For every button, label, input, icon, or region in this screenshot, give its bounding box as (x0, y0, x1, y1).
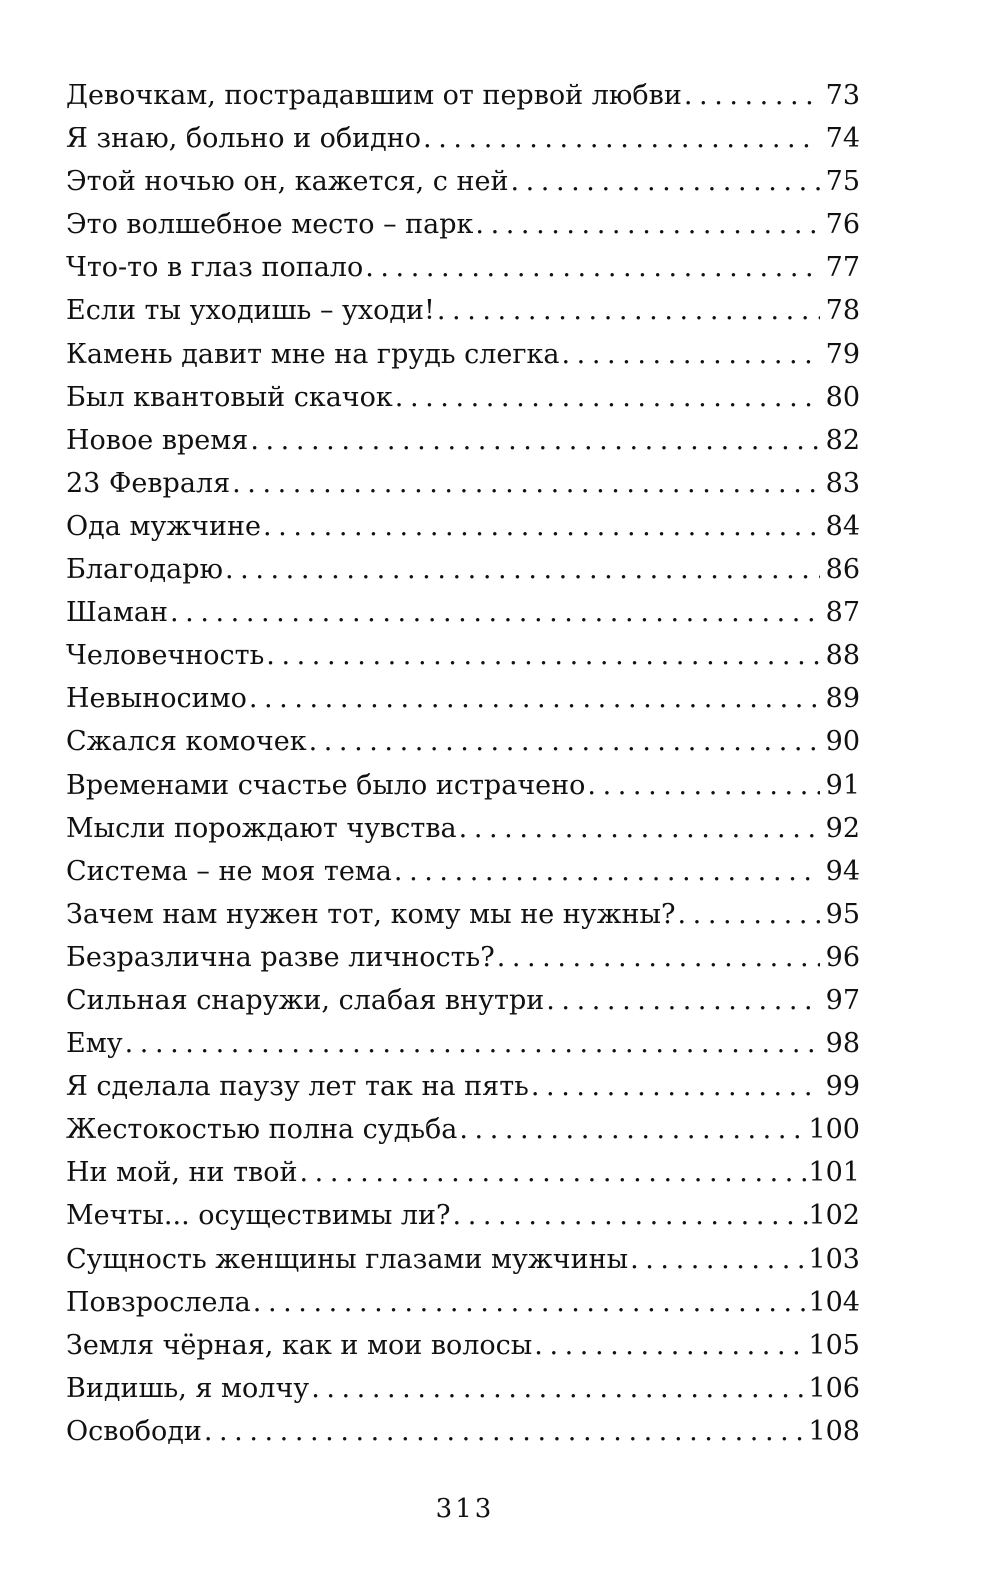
toc-entry-page: 86 (825, 554, 860, 586)
toc-entry-page: 79 (825, 338, 860, 370)
toc-dot-leader (264, 634, 820, 677)
toc-dot-leader (544, 979, 820, 1022)
toc-entry-page: 95 (825, 898, 860, 930)
toc-entry (66, 74, 860, 117)
toc-entry-title: Безразлична разве личность? (66, 941, 495, 973)
toc-entry-page: 104 (808, 1286, 860, 1318)
toc-entry-page: 74 (825, 123, 860, 155)
toc-entry-page: 91 (825, 769, 860, 801)
toc-dot-leader (495, 936, 820, 979)
toc-entry-title: Освободи (66, 1415, 202, 1447)
toc-dot-leader (451, 1194, 809, 1237)
toc-entry-title: Система – не моя тема (66, 855, 392, 887)
toc-entry-title: Мысли порождают чувства (66, 812, 457, 844)
toc-entry-page: 90 (825, 726, 860, 758)
toc-dot-leader (248, 419, 820, 462)
toc-dot-leader (363, 246, 820, 289)
toc-dot-leader (202, 1410, 809, 1453)
toc-entry (66, 548, 860, 591)
toc-entry (66, 720, 860, 763)
toc-entry-page: 84 (825, 510, 860, 542)
toc-dot-leader (230, 462, 820, 505)
toc-entry-title: Шаман (66, 597, 169, 629)
toc-entry-page: 76 (825, 209, 860, 241)
toc-entry-title: Ода мужчине (66, 510, 261, 542)
toc-entry (66, 1194, 860, 1237)
toc-entry (66, 677, 860, 720)
toc-entry (66, 462, 860, 505)
toc-entry-title: Ни мой, ни твой (66, 1157, 298, 1189)
toc-entry (66, 850, 860, 893)
toc-entry-page: 99 (825, 1071, 860, 1103)
toc-entry-title: Камень давит мне на грудь слегка (66, 338, 560, 370)
toc-entry-title: Мечты... осуществимы ли? (66, 1200, 451, 1232)
toc-entry (66, 1410, 860, 1453)
toc-entry-title: Сжался комочек (66, 726, 307, 758)
toc-entry (66, 893, 860, 936)
toc-dot-leader (435, 289, 820, 332)
toc-entry-title: Невыносимо (66, 683, 247, 715)
toc-entry-title: Человечность (66, 640, 265, 672)
toc-entry-title: Новое время (66, 424, 249, 456)
toc-entry-page: 75 (825, 166, 860, 198)
toc-entry (66, 117, 860, 160)
toc-dot-leader (473, 203, 820, 246)
toc-entry (66, 505, 860, 548)
toc-entry-page: 88 (825, 640, 860, 672)
toc-dot-leader (298, 1151, 809, 1194)
toc-entry (66, 591, 860, 634)
toc-dot-leader (508, 160, 820, 203)
toc-entry-title: Я знаю, больно и обидно (66, 123, 422, 155)
toc-entry-page: 106 (808, 1372, 860, 1404)
toc-entry-page: 80 (825, 381, 860, 413)
toc-entry (66, 1324, 860, 1367)
toc-dot-leader (251, 1281, 809, 1324)
toc-entry (66, 289, 860, 332)
toc-entry-title: Девочкам, пострадавшим от первой любви (66, 80, 682, 111)
toc-entry (66, 1238, 860, 1281)
toc-entry-title: Если ты уходишь – уходи! (66, 295, 435, 327)
toc-entry (66, 419, 860, 462)
toc-dot-leader (457, 807, 820, 850)
toc-entry (66, 1065, 860, 1108)
toc-dot-leader (261, 505, 820, 548)
toc-entry (66, 333, 860, 376)
toc-dot-leader (307, 720, 820, 763)
toc-dot-leader (393, 376, 820, 419)
toc-dot-leader (309, 1367, 808, 1410)
toc-entry-title: Видишь, я молчу (66, 1372, 310, 1404)
toc-entry-page: 89 (825, 683, 860, 715)
toc-dot-leader (585, 764, 820, 807)
toc-entry-page: 92 (825, 812, 860, 844)
toc-entry-page: 78 (825, 295, 860, 327)
toc-entry-title: Это волшебное место – парк (66, 209, 474, 241)
toc-dot-leader (168, 591, 820, 634)
toc-entry-page: 100 (808, 1114, 860, 1146)
toc-entry-title: Благодарю (66, 554, 224, 586)
toc-entry-title: Временами счастье было истрачено (66, 769, 586, 801)
toc-dot-leader (123, 1022, 820, 1065)
toc-entry-page: 102 (808, 1200, 860, 1232)
toc-entry-page: 105 (808, 1329, 860, 1361)
toc-entry-page: 97 (825, 984, 860, 1016)
toc-dot-leader (457, 1108, 808, 1151)
toc-entry (66, 1022, 860, 1065)
toc-entry-page: 82 (825, 424, 860, 456)
toc-entry (66, 936, 860, 979)
toc-entry-page: 96 (825, 941, 860, 973)
toc-entry-title: Жестокостью полна судьба (66, 1114, 458, 1146)
toc-dot-leader (676, 893, 821, 936)
toc-entry (66, 203, 860, 246)
toc-entry (66, 1151, 860, 1194)
toc-dot-leader (682, 74, 820, 117)
toc-entry-page: 77 (825, 252, 860, 284)
toc-entry-title: Что-то в глаз попало (66, 252, 364, 284)
toc-entry-page: 87 (825, 597, 860, 629)
toc-entry-page: 94 (825, 855, 860, 887)
toc-entry-title: Сущность женщины глазами мужчины (66, 1243, 629, 1275)
toc-entry (66, 1367, 860, 1410)
toc-dot-leader (392, 850, 820, 893)
table-of-contents (66, 74, 860, 1453)
toc-entry (66, 1281, 860, 1324)
toc-dot-leader (421, 117, 820, 160)
toc-entry-title: 23 Февраля (66, 467, 231, 499)
toc-entry-title: Повзрослела (66, 1286, 251, 1318)
toc-dot-leader (628, 1238, 808, 1281)
toc-entry-title: Этой ночью он, кажется, с ней (66, 166, 509, 198)
toc-entry-page: 103 (808, 1243, 860, 1275)
toc-entry-page: 101 (808, 1157, 860, 1189)
toc-entry-page: 73 (825, 80, 860, 111)
toc-entry-title: Зачем нам нужен тот, кому мы не нужны? (66, 898, 676, 930)
toc-entry-title: Я сделала паузу лет так на пять (66, 1071, 529, 1103)
page-number: 313 (435, 1494, 495, 1524)
toc-entry (66, 1108, 860, 1151)
toc-dot-leader (532, 1324, 808, 1367)
toc-entry (66, 246, 860, 289)
toc-entry (66, 764, 860, 807)
toc-entry (66, 160, 860, 203)
toc-dot-leader (247, 677, 820, 720)
toc-entry (66, 634, 860, 677)
toc-entry-title: Ему (66, 1028, 123, 1060)
toc-entry-page: 83 (825, 467, 860, 499)
toc-entry-title: Земля чёрная, как и мои волосы (66, 1329, 533, 1361)
toc-dot-leader (529, 1065, 820, 1108)
toc-dot-leader (223, 548, 820, 591)
toc-entry (66, 807, 860, 850)
toc-entry-title: Был квантовый скачок (66, 381, 393, 413)
toc-entry-page: 98 (825, 1028, 860, 1060)
toc-entry-title: Сильная снаружи, слабая внутри (66, 984, 545, 1016)
toc-entry-page: 108 (808, 1415, 860, 1447)
toc-entry (66, 979, 860, 1022)
toc-dot-leader (560, 333, 820, 376)
toc-entry (66, 376, 860, 419)
